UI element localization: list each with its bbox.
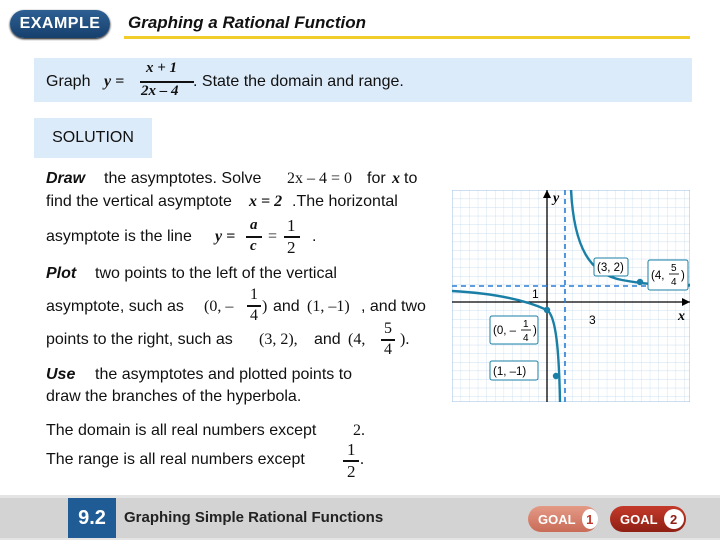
point-0-num: 1 <box>250 286 258 303</box>
step-plot-text: and <box>273 298 300 315</box>
lesson-number: 9.2 <box>68 498 116 538</box>
goal-2-label: GOAL <box>620 511 658 527</box>
problem-y-equals: y = <box>104 73 125 90</box>
step-plot-text: , and two <box>361 298 426 315</box>
point-4-close: ). <box>400 331 410 348</box>
step-draw-equation: 2x – 4 = 0 <box>287 170 353 187</box>
horizontal-asymptote-eq: y = <box>215 228 236 245</box>
goal-1-number: 1 <box>582 509 598 529</box>
goal-2-button[interactable] <box>610 506 686 532</box>
step-plot-text: and <box>314 331 341 348</box>
step-plot-text: two points to the left of the vertical <box>95 265 337 282</box>
step-use-text: the asymptotes and plotted points to <box>95 366 353 383</box>
step-plot-keyword: Plot <box>46 265 77 282</box>
point-1-label: (1, –1) <box>307 298 350 315</box>
label-4-open: (4, <box>651 270 665 282</box>
fraction-numerator: 1 <box>287 216 296 235</box>
problem-numerator: x + 1 <box>146 60 178 76</box>
range-statement: The range is all real numbers except <box>46 451 305 468</box>
label-4-den: 4 <box>671 277 677 288</box>
step-draw-text: for <box>367 170 386 187</box>
point-0-neg-1-4 <box>544 307 550 313</box>
x-tick-3: 3 <box>589 313 596 327</box>
point-3-label: (3, 2), <box>259 331 298 348</box>
fraction-denominator: 2 <box>287 238 296 257</box>
problem-instruction: . State the domain and range. <box>193 73 404 90</box>
point-4-5-4 <box>637 279 643 285</box>
page-title: Graphing a Rational Function <box>128 13 366 32</box>
range-denominator: 2 <box>347 462 356 481</box>
label-0-den: 4 <box>523 333 529 344</box>
graph-grid <box>452 190 690 402</box>
label-4-num: 5 <box>671 263 677 274</box>
y-tick-1: 1 <box>532 287 539 301</box>
problem-graph-word: Graph <box>46 73 91 90</box>
range-numerator: 1 <box>347 440 356 459</box>
label-0-open: (0, – <box>493 325 517 337</box>
step-draw-text: find the vertical asymptote <box>46 193 232 210</box>
goal-1-button[interactable] <box>528 506 598 532</box>
y-axis-label: y <box>553 191 560 206</box>
step-plot-text: points to the right, such as <box>46 331 233 348</box>
fraction-c: c <box>250 238 257 254</box>
problem-denominator: 2x – 4 <box>141 83 179 99</box>
step-draw-variable: x <box>392 170 400 187</box>
fraction-a: a <box>250 217 258 233</box>
title-underline <box>124 36 690 39</box>
point-0-den: 4 <box>250 307 258 324</box>
example-badge: EXAMPLE <box>10 10 110 38</box>
point-4-label: (4, <box>348 331 366 348</box>
point-0-close: ) <box>262 298 268 315</box>
hyperbola-graph <box>452 190 690 402</box>
step-draw-text: .The horizontal <box>292 193 398 210</box>
point-0-label: (0, – <box>204 298 234 315</box>
step-draw-keyword: Draw <box>46 170 86 187</box>
lesson-title: Graphing Simple Rational Functions <box>124 509 384 526</box>
range-period: . <box>360 451 364 468</box>
step-draw-period: . <box>312 228 317 245</box>
label-0-close: ) <box>533 325 537 337</box>
label-4-close: ) <box>681 270 685 282</box>
label-1-neg-1: (1, –1) <box>493 366 527 378</box>
step-use-text: draw the branches of the hyperbola. <box>46 388 302 405</box>
step-draw-text: the asymptotes. Solve <box>104 170 262 187</box>
point-4-num: 5 <box>384 320 392 337</box>
point-4-den: 4 <box>384 341 392 358</box>
step-draw-equation: x = 2 <box>249 193 283 210</box>
goal-1-label: GOAL <box>538 511 576 527</box>
x-axis-label: x <box>678 309 685 324</box>
step-draw-text: to <box>404 170 418 187</box>
step-plot-text: asymptote, such as <box>46 298 184 315</box>
domain-statement: The domain is all real numbers except <box>46 422 317 439</box>
goal-2-number: 2 <box>664 509 684 529</box>
label-3-2: (3, 2) <box>597 262 624 274</box>
point-1-neg-1 <box>553 373 559 379</box>
step-use-keyword: Use <box>46 366 76 383</box>
label-0-num: 1 <box>523 319 529 330</box>
solution-label: SOLUTION <box>34 118 152 158</box>
step-draw-text: asymptote is the line <box>46 228 192 245</box>
domain-value: 2. <box>353 422 365 439</box>
equals-sign: = <box>268 228 278 245</box>
